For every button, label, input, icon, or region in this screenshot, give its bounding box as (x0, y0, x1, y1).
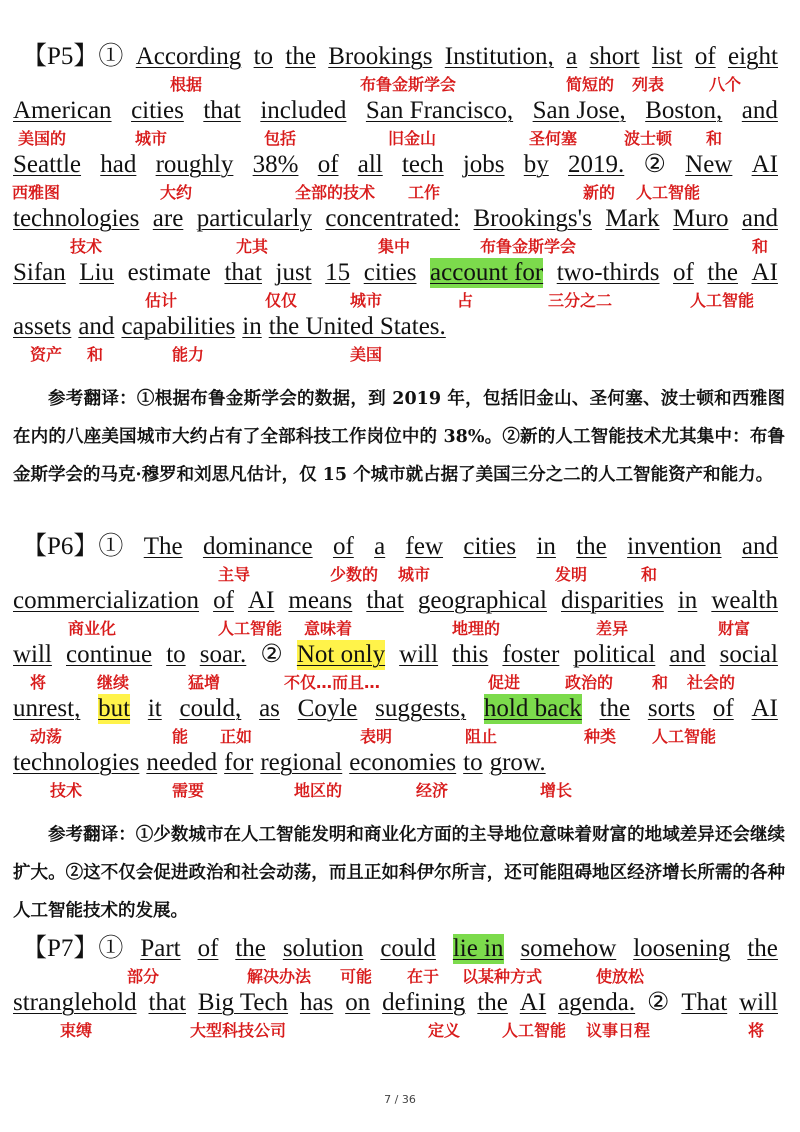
english-word: this (452, 641, 489, 668)
english-word: for (224, 749, 254, 776)
gloss-line (0, 236, 800, 258)
english-word: Sifan (13, 259, 66, 286)
english-word: a (374, 533, 386, 560)
gloss-word: 差异 (596, 619, 629, 638)
english-word: AI (751, 695, 778, 722)
english-word: Brookings's (473, 205, 592, 232)
gloss-word: 八个 (709, 75, 742, 94)
reference-translation: 参考翻译：①少数城市在人工智能发明和商业化方面的主导地位意味着财富的地域差异还会继续扩大。②这不仅会促进政治和社会动荡，而且正如科伊尔所言，还可能阻碍地区经济增长所需的各种人工智能技术的发展。 (13, 825, 785, 921)
english-word: roughly (155, 151, 234, 178)
english-word: Coyle (297, 695, 358, 722)
english-word: technologies (13, 749, 140, 776)
gloss-word: 和 (641, 565, 658, 584)
english-word: the (285, 43, 316, 70)
english-word: ② (647, 989, 670, 1016)
gloss-word: 动荡 (30, 727, 63, 746)
english-word: just (275, 259, 312, 286)
english-word: it (147, 695, 162, 722)
english-word: few (405, 533, 444, 560)
english-word: stranglehold (13, 989, 137, 1016)
english-word: wealth (711, 587, 778, 614)
english-word: cities (131, 97, 184, 124)
gloss-line (0, 564, 800, 586)
english-word: and (741, 97, 778, 124)
english-line (13, 204, 778, 234)
gloss-word: 需要 (172, 781, 205, 800)
english-word: disparities (561, 587, 664, 614)
english-word: the (235, 935, 266, 962)
english-word: particularly (196, 205, 312, 232)
english-word: a (566, 43, 578, 70)
english-line (13, 96, 778, 126)
gloss-word: 不仅…而且… (284, 673, 381, 692)
gloss-word: 将 (748, 1021, 765, 1040)
english-word: San Jose, (532, 97, 626, 124)
english-word: the (599, 695, 631, 722)
gloss-word: 占 (457, 291, 474, 310)
english-word: as (259, 695, 280, 722)
english-word: geographical (417, 587, 547, 614)
english-word: unrest, (13, 695, 81, 722)
gloss-word: 表明 (360, 727, 393, 746)
gloss-word: 能 (172, 727, 189, 746)
english-word: and (741, 205, 778, 232)
gloss-word: 布鲁金斯学会 (480, 237, 577, 256)
english-word: Seattle (13, 151, 82, 178)
english-word: the (707, 259, 738, 286)
highlighted-phrase: but (98, 695, 131, 722)
english-word: in (242, 313, 262, 340)
english-word: all (357, 151, 383, 178)
gloss-word: 人工智能 (690, 291, 755, 310)
gloss-word: 增长 (540, 781, 573, 800)
english-line (13, 312, 778, 342)
english-word: are (152, 205, 184, 232)
english-word: regional (260, 749, 343, 776)
english-word: of (694, 43, 716, 70)
english-word: AI (519, 989, 547, 1016)
gloss-word: 地理的 (452, 619, 501, 638)
gloss-word: 少数的 (330, 565, 379, 584)
english-word: the United States. (268, 313, 446, 340)
english-word: Big Tech (197, 989, 289, 1016)
gloss-word: 城市 (398, 565, 431, 584)
english-word: New (685, 151, 733, 178)
gloss-word: 使放松 (596, 967, 645, 986)
english-word: and (741, 533, 778, 560)
english-word: AI (247, 587, 275, 614)
gloss-word: 根据 (170, 75, 203, 94)
english-word: Brookings (328, 43, 433, 70)
gloss-word: 猛增 (188, 673, 221, 692)
gloss-word: 定义 (428, 1021, 461, 1040)
english-word: loosening (633, 935, 731, 962)
highlighted-phrase: Not only (296, 641, 386, 668)
gloss-line (0, 344, 800, 366)
english-word: 【P7】① (22, 935, 124, 962)
english-line (22, 42, 778, 72)
english-word: that (224, 259, 262, 286)
english-word: of (197, 935, 219, 962)
gloss-word: 议事日程 (586, 1021, 651, 1040)
english-word: Institution, (444, 43, 554, 70)
english-word: the (477, 989, 508, 1016)
english-word: continue (66, 641, 153, 668)
english-word: in (677, 587, 698, 614)
english-word: to (166, 641, 186, 668)
english-word: could, (179, 695, 242, 722)
gloss-word: 人工智能 (636, 183, 701, 202)
english-word: that (366, 587, 404, 614)
english-word: eight (727, 43, 778, 70)
english-word: assets (13, 313, 72, 340)
gloss-word: 以某种方式 (462, 967, 543, 986)
page-number: 7 / 36 (384, 1093, 416, 1106)
english-word: cities (463, 533, 517, 560)
english-word: estimate (127, 259, 211, 286)
english-word: soar. (199, 641, 247, 668)
gloss-word: 束缚 (60, 1021, 93, 1040)
gloss-word: 意味着 (304, 619, 353, 638)
english-word: The (143, 533, 183, 560)
gloss-line (0, 182, 800, 204)
english-word: 2019. (568, 151, 625, 178)
gloss-word: 大约 (160, 183, 193, 202)
gloss-word: 全部的技术 (295, 183, 376, 202)
gloss-word: 技术 (70, 237, 103, 256)
gloss-word: 列表 (632, 75, 665, 94)
gloss-word: 发明 (555, 565, 588, 584)
gloss-word: 政治的 (565, 673, 614, 692)
english-line (13, 586, 778, 616)
gloss-word: 简短的 (566, 75, 615, 94)
gloss-word: 主导 (218, 565, 251, 584)
english-word: will (399, 641, 439, 668)
english-line (13, 694, 778, 724)
english-word: Muro (672, 205, 729, 232)
english-word: foster (502, 641, 560, 668)
english-word: defining (382, 989, 466, 1016)
gloss-word: 解决办法 (247, 967, 312, 986)
gloss-line (0, 74, 800, 96)
gloss-word: 西雅图 (12, 183, 61, 202)
english-word: According (135, 43, 242, 70)
english-word: by (523, 151, 549, 178)
english-line (22, 934, 778, 964)
english-word: 38% (252, 151, 299, 178)
english-word: 15 (325, 259, 351, 286)
english-word: to (253, 43, 274, 70)
english-line (13, 150, 778, 180)
english-word: technologies (13, 205, 140, 232)
english-word: of (317, 151, 339, 178)
english-word: Boston, (645, 97, 723, 124)
gloss-word: 布鲁金斯学会 (360, 75, 457, 94)
english-line (13, 258, 778, 288)
english-word: could (380, 935, 436, 962)
english-word: political (573, 641, 656, 668)
english-word: suggests, (375, 695, 467, 722)
english-word: tech (401, 151, 444, 178)
gloss-line (0, 966, 800, 988)
english-word: will (13, 641, 52, 668)
english-word: 【P6】① (22, 533, 124, 560)
gloss-word: 大型科技公司 (190, 1021, 287, 1040)
gloss-word: 可能 (340, 967, 373, 986)
english-word: in (536, 533, 556, 560)
gloss-word: 圣何塞 (529, 129, 578, 148)
highlighted-phrase: account for (430, 259, 544, 286)
english-word: solution (282, 935, 364, 962)
english-word: the (576, 533, 607, 560)
english-word: means (288, 587, 353, 614)
english-word: has (299, 989, 334, 1016)
english-word: commercialization (13, 587, 200, 614)
english-word: agenda. (558, 989, 636, 1016)
gloss-word: 包括 (264, 129, 297, 148)
english-word: concentrated: (325, 205, 461, 232)
gloss-word: 工作 (408, 183, 441, 202)
english-line (22, 532, 778, 562)
gloss-word: 集中 (378, 237, 411, 256)
gloss-word: 三分之二 (548, 291, 613, 310)
english-word: American (13, 97, 112, 124)
gloss-line (0, 618, 800, 640)
english-word: of (332, 533, 354, 560)
gloss-word: 部分 (127, 967, 160, 986)
gloss-word: 旧金山 (388, 129, 437, 148)
english-word: included (260, 97, 347, 124)
gloss-word: 人工智能 (652, 727, 717, 746)
gloss-word: 技术 (50, 781, 83, 800)
gloss-word: 在于 (407, 967, 440, 986)
english-word: to (463, 749, 483, 776)
english-word: that (203, 97, 241, 124)
gloss-word: 财富 (718, 619, 751, 638)
gloss-word: 阻止 (465, 727, 498, 746)
english-line (13, 988, 778, 1018)
english-word: and (669, 641, 706, 668)
gloss-word: 尤其 (236, 237, 269, 256)
english-word: will (739, 989, 778, 1016)
english-word: that (148, 989, 186, 1016)
gloss-word: 和 (706, 129, 723, 148)
english-word: Mark (605, 205, 660, 232)
gloss-word: 促进 (488, 673, 521, 692)
gloss-word: 新的 (583, 183, 616, 202)
english-word: social (719, 641, 778, 668)
gloss-word: 继续 (97, 673, 130, 692)
gloss-line (0, 1020, 800, 1042)
gloss-word: 资产 (30, 345, 63, 364)
gloss-line (0, 290, 800, 312)
english-line (13, 640, 778, 670)
english-word: somehow (520, 935, 617, 962)
english-word: invention (627, 533, 722, 560)
gloss-word: 和 (87, 345, 104, 364)
gloss-word: 地区的 (294, 781, 343, 800)
english-word: That (681, 989, 728, 1016)
english-word: jobs (462, 151, 505, 178)
english-word: AI (751, 259, 778, 286)
english-word: of (673, 259, 694, 286)
english-word: of (712, 695, 734, 722)
english-word: of (213, 587, 234, 614)
english-word: short (589, 43, 640, 70)
gloss-word: 仅仅 (265, 291, 298, 310)
gloss-word: 商业化 (68, 619, 117, 638)
gloss-word: 美国 (350, 345, 383, 364)
gloss-word: 城市 (135, 129, 168, 148)
gloss-word: 经济 (416, 781, 449, 800)
english-word: had (100, 151, 137, 178)
english-word: and (78, 313, 115, 340)
english-word: two-thirds (556, 259, 660, 286)
gloss-line (0, 780, 800, 802)
english-word: list (651, 43, 683, 70)
gloss-word: 种类 (584, 727, 617, 746)
highlighted-phrase: lie in (452, 935, 504, 962)
gloss-word: 人工智能 (502, 1021, 567, 1040)
gloss-word: 和 (652, 673, 669, 692)
gloss-word: 城市 (350, 291, 383, 310)
english-word: San Francisco, (365, 97, 514, 124)
gloss-line (0, 128, 800, 150)
english-word: Part (140, 935, 181, 962)
english-word: needed (146, 749, 218, 776)
highlighted-phrase: hold back (483, 695, 582, 722)
english-word: on (345, 989, 371, 1016)
english-word: AI (751, 151, 778, 178)
english-word: ② (260, 641, 283, 668)
english-word: sorts (647, 695, 696, 722)
gloss-word: 和 (752, 237, 769, 256)
english-line (13, 748, 778, 778)
english-word: economies (349, 749, 457, 776)
english-word: capabilities (121, 313, 236, 340)
gloss-word: 人工智能 (218, 619, 283, 638)
reference-translation: 参考翻译：①根据布鲁金斯学会的数据，到 2019 年，包括旧金山、圣何塞、波士顿和西雅图在内的八座美国城市大约占有了全部科技工作岗位中的 38%。②新的人工智能技术尤其集中：布鲁金斯学会的马克·穆罗和刘思凡估计，仅 15 个城市就占据了美国三分之二的人工智能资产和能力。 (13, 389, 785, 485)
english-word: cities (363, 259, 417, 286)
gloss-word: 估计 (145, 291, 178, 310)
english-word: grow. (489, 749, 546, 776)
gloss-word: 社会的 (687, 673, 736, 692)
english-word: dominance (202, 533, 313, 560)
english-word: 【P5】① (22, 43, 124, 70)
english-word: the (747, 935, 778, 962)
english-word: Liu (79, 259, 115, 286)
gloss-word: 将 (30, 673, 47, 692)
gloss-word: 能力 (172, 345, 205, 364)
gloss-word: 正如 (220, 727, 253, 746)
gloss-word: 波士顿 (624, 129, 673, 148)
english-word: ② (643, 151, 666, 178)
gloss-word: 美国的 (18, 129, 67, 148)
gloss-line (0, 672, 800, 694)
gloss-line (0, 726, 800, 748)
